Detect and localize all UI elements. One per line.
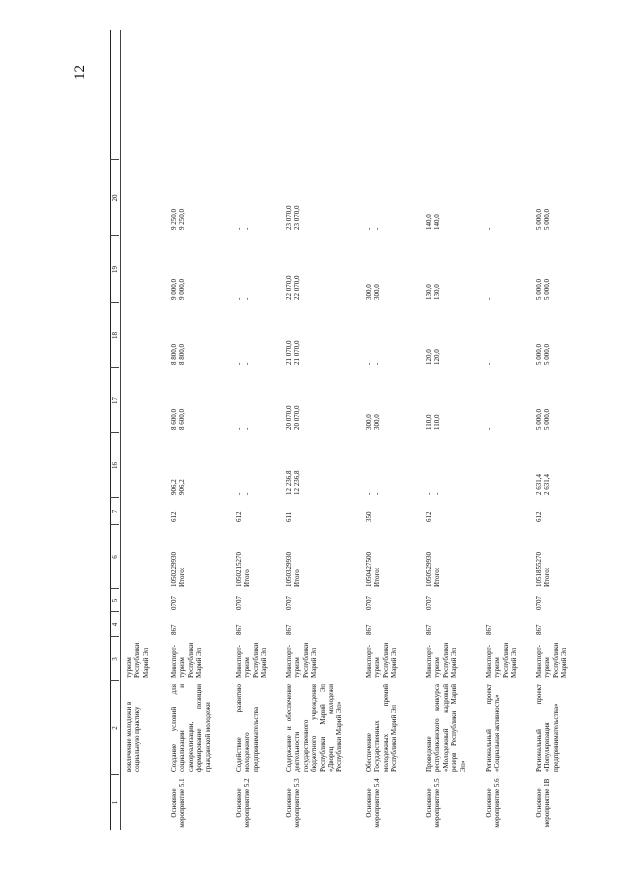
row-code-6: 1050229930 Итого:	[170, 552, 187, 587]
column-header: 3	[111, 657, 119, 661]
row-code-4: 867	[535, 624, 543, 635]
row-code-4: 867	[285, 624, 293, 635]
row-code-5: 0707	[365, 596, 373, 610]
row-description: вовлечение молодежи в социальную практику	[125, 701, 142, 772]
row-code-4: 867	[425, 624, 433, 635]
row-measure-label: Основное мероприятие 5.4	[365, 778, 382, 828]
row-value-16: - -	[425, 492, 442, 495]
row-description: Содержание и обеспечение деятельности государственного бюджетного учреждения Республики Марий Эл «Дворец молодежи Республики Марий Эл»	[285, 684, 344, 772]
row-value-17: -	[485, 427, 493, 430]
row-value-17: 20 070,0 20 070,0	[285, 405, 302, 430]
column-header: 19	[111, 266, 119, 273]
row-value-18: 5 000,0 5 000,0	[535, 344, 552, 365]
row-value-19: 130,0 130,0	[425, 284, 442, 300]
row-measure-label: Основное мероприятие 5.5	[425, 778, 442, 828]
column-header: 20	[111, 194, 119, 202]
row-value-20: -	[485, 227, 493, 230]
row-value-17: 8 600,0 8 600,0	[170, 409, 187, 430]
row-agency: туризм Республики Марий Эл	[125, 642, 150, 678]
column-header: 4	[111, 622, 119, 627]
row-agency: Минспорт-туризм Республики Марий Эл	[285, 642, 319, 678]
row-code-7: 350	[365, 511, 373, 522]
row-value-17: 110,0 110,0	[425, 414, 442, 430]
row-value-16: - -	[365, 492, 382, 495]
row-value-19: 300,0 300,0	[365, 284, 382, 300]
row-code-5: 0707	[285, 596, 293, 610]
page-number: 12	[72, 65, 88, 80]
row-value-16: - -	[235, 492, 252, 495]
column-header: 17	[111, 397, 119, 404]
row-value-18: 8 800,0 8 800,0	[170, 344, 187, 365]
row-value-20: - -	[235, 227, 252, 230]
row-value-16: 906,2 906,2	[170, 479, 187, 495]
row-description: Содействие развитию молодежного предпринимательства	[235, 684, 260, 772]
row-value-19: 9 000,0 9 000,0	[170, 279, 187, 300]
row-code-7: 611	[285, 511, 293, 522]
row-code-4: 867	[235, 624, 243, 635]
row-code-7: 612	[425, 511, 433, 522]
row-agency: Минспорт-туризм Республики Марий Эл	[170, 642, 204, 678]
row-description: Региональный проект «Социальная активность»	[485, 684, 502, 772]
row-code-6: 1050215270 Итого	[235, 552, 252, 587]
row-description: Региональный проект «Популяризация предпринимательства»	[535, 684, 560, 772]
header-bottom-rule	[120, 30, 121, 830]
row-measure-label: Основное мероприятие 5.3	[285, 778, 302, 828]
row-value-19: 5 000,0 5 000,0	[535, 279, 552, 300]
row-code-6: 1050529930 Итого:	[425, 552, 442, 587]
row-code-7: 612	[535, 511, 543, 522]
row-value-18: 120,0 120,0	[425, 349, 442, 365]
row-value-19: 22 070,0 22 070,0	[285, 275, 302, 300]
row-measure-label: Основное мероприятие 1В	[535, 778, 552, 828]
row-code-7: 612	[235, 511, 243, 522]
row-code-5: 0707	[235, 596, 243, 610]
row-code-4: 867	[170, 624, 178, 635]
row-value-20: 23 070,0 23 070,0	[285, 205, 302, 230]
row-value-20: 9 250,0 9 250,0	[170, 209, 187, 230]
row-code-6: 1050427500 Итого:	[365, 552, 382, 587]
row-value-18: - -	[235, 362, 252, 365]
row-description: Проведение республиканского конкурса «Молодежный кадровый резерв Республики Марий Эл»	[425, 684, 467, 772]
row-description: Обеспечение Государственных молодежных премий Республики Марий Эл	[365, 684, 399, 772]
row-value-20: 5 000,0 5 000,0	[535, 209, 552, 230]
row-code-5: 0707	[170, 596, 178, 610]
row-value-18: 21 070,0 21 070,0	[285, 340, 302, 365]
column-header: 2	[111, 726, 119, 730]
row-agency: Минспорт-туризм Республики Марий Эл	[235, 642, 269, 678]
column-header: 1	[111, 800, 119, 805]
row-code-6: 1050329930 Итого	[285, 552, 302, 587]
row-agency: Минспорт-туризм Республики Марий Эл	[485, 642, 519, 678]
column-header: 5	[111, 598, 119, 603]
column-header: 6	[111, 555, 119, 559]
column-header: 18	[111, 332, 119, 339]
budget-table	[110, 30, 630, 830]
row-value-19: -	[485, 297, 493, 300]
row-value-20: 140,0 140,0	[425, 214, 442, 230]
row-description: Создание условий для социализации и самореализации, формирование позиции гражданской молодежи	[170, 684, 212, 772]
row-value-19: - -	[235, 297, 252, 300]
column-header: 16	[111, 462, 119, 469]
row-measure-label: Основное мероприятие 5.6	[485, 778, 502, 828]
row-code-5: 0707	[425, 596, 433, 610]
row-agency: Минспорт-туризм Республики Марий Эл	[425, 642, 459, 678]
row-code-4: 867	[365, 624, 373, 635]
row-measure-label: Основное мероприятие 5.1	[170, 778, 187, 828]
column-header: 7	[111, 509, 119, 514]
row-agency: Минспорт-туризм Республики Марий Эл	[365, 642, 399, 678]
row-code-4: 867	[485, 624, 493, 635]
row-value-20: - -	[365, 227, 382, 230]
row-value-16: 12 236,8 12 236,8	[285, 470, 302, 495]
row-value-17: 300,0 300,0	[365, 414, 382, 430]
row-code-7: 612	[170, 511, 178, 522]
row-code-6: 1051855270 Итого:	[535, 552, 552, 587]
row-agency: Минспорт-туризм Республики Марий Эл	[535, 642, 569, 678]
row-value-17: - -	[235, 427, 252, 430]
row-value-16: 2 631,4 2 631,4	[535, 474, 552, 495]
row-code-5: 0707	[535, 596, 543, 610]
row-measure-label: Основное мероприятие 5.2	[235, 778, 252, 828]
row-value-18: -	[485, 362, 493, 365]
row-value-18: - -	[365, 362, 382, 365]
row-value-17: 5 000,0 5 000,0	[535, 409, 552, 430]
